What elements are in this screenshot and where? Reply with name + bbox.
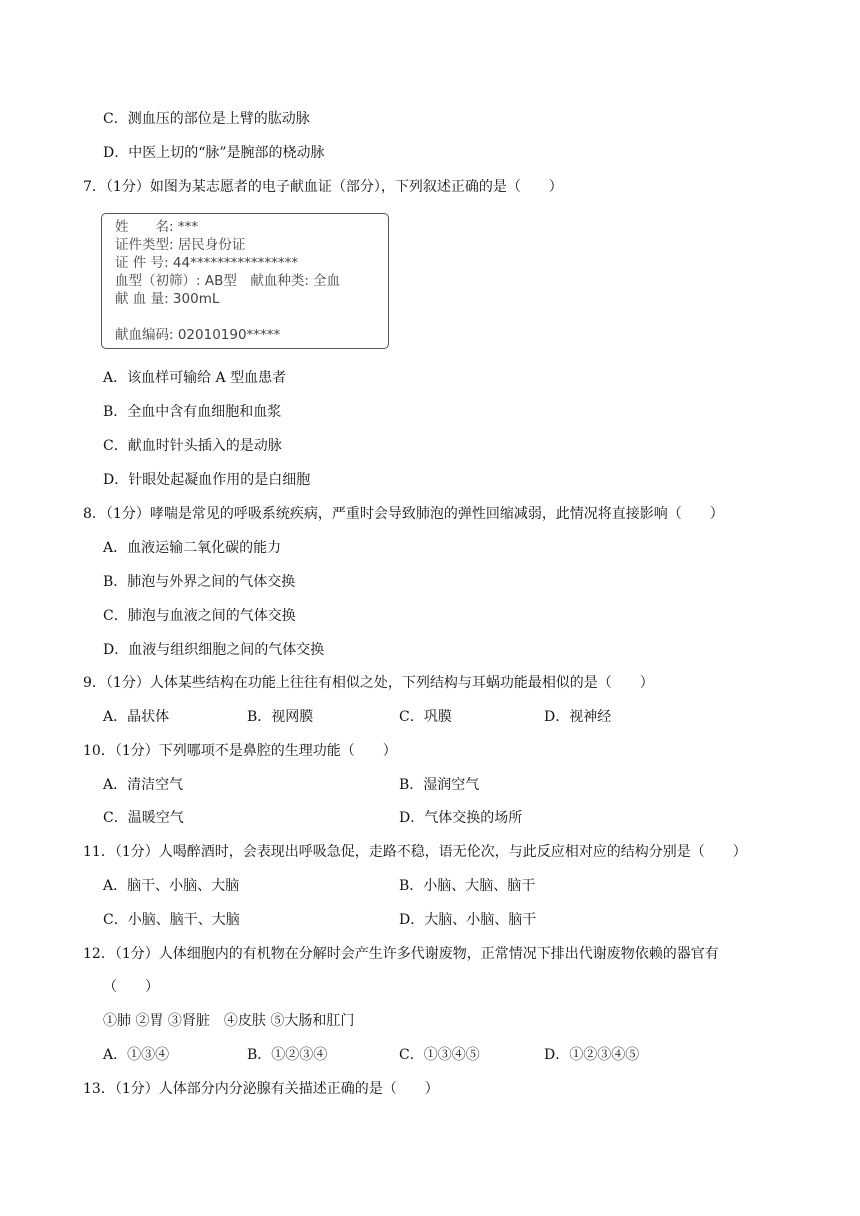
q10-option-b: B．湿润空气 [399,777,480,793]
q7-option-c: C．献血时针头插入的是动脉 [103,438,282,454]
q9-option-c: C．巩膜 [399,709,452,725]
q8-option-a: A．血液运输二氧化碳的能力 [103,540,282,556]
q11-stem: 11．（1分）人喝醉酒时，会表现出呼吸急促，走路不稳，语无伦次，与此反应相对应的结构分别是（ ） [83,844,747,860]
card-amount: 献 血 量: 300mL [115,291,220,307]
q7-stem: 7．（1分）如图为某志愿者的电子献血证（部分），下列叙述正确的是（ ） [83,179,563,195]
q8-option-c: C．肺泡与血液之间的气体交换 [103,608,296,624]
card-name: 姓 名: *** [115,219,199,235]
q12-option-b: B．①②③④ [247,1047,328,1063]
q9-option-d: D．视神经 [544,709,612,725]
q11-option-c: C．小脑、脑干、大脑 [103,912,240,928]
q8-option-b: B．肺泡与外界之间的气体交换 [103,574,296,590]
q13-stem: 13．（1分）人体部分内分泌腺有关描述正确的是（ ） [83,1081,439,1097]
card-code: 献血编码: 02010190***** [115,327,281,343]
q8-option-d: D．血液与组织细胞之间的气体交换 [103,642,325,658]
q8-stem: 8．（1分）哮喘是常见的呼吸系统疾病，严重时会导致肺泡的弹性回缩减弱，此情况将直接影响（ ） [83,506,724,522]
card-blood-type: 血型（初筛）: AB型 献血种类: 全血 [115,273,341,289]
q10-option-a: A．清洁空气 [103,777,184,793]
q10-option-d: D．气体交换的场所 [399,810,523,826]
card-id-type: 证件类型: 居民身份证 [115,237,246,253]
q6-option-d: D．中医上切的“脉”是腕部的桡动脉 [103,145,325,161]
q9-option-a: A．晶状体 [103,709,170,725]
q6-option-c: C．测血压的部位是上臂的肱动脉 [103,111,310,127]
q11-option-b: B．小脑、大脑、脑干 [399,878,536,894]
q12-stem: 12．（1分）人体细胞内的有机物在分解时会产生许多代谢废物，正常情况下排出代谢废物依赖的器官有 [83,946,719,962]
blood-donation-card [101,213,389,349]
q10-option-c: C．温暖空气 [103,810,184,826]
q12-item-list: ①肺 ②胃 ③肾脏 ④皮肤 ⑤大肠和肛门 [103,1013,355,1029]
card-id-number: 证 件 号: 44**************** [115,255,299,271]
q11-option-d: D．大脑、小脑、脑干 [399,912,537,928]
q9-option-b: B．视网膜 [247,709,314,725]
q11-option-a: A．脑干、小脑、大脑 [103,878,240,894]
q12-stem-continuation: （ ） [103,979,159,995]
q12-option-a: A．①③④ [103,1047,170,1063]
q7-option-a: A．该血样可输给 A 型血患者 [103,370,287,386]
q9-stem: 9．（1分）人体某些结构在功能上往往有相似之处，下列结构与耳蜗功能最相似的是（ ） [83,675,654,691]
q7-option-d: D．针眼处起凝血作用的是白细胞 [103,472,311,488]
q7-option-b: B．全血中含有血细胞和血浆 [103,404,282,420]
q10-stem: 10．（1分）下列哪项不是鼻腔的生理功能（ ） [83,743,397,759]
q12-option-d: D．①②③④⑤ [544,1047,640,1063]
q12-option-c: C．①③④⑤ [399,1047,480,1063]
